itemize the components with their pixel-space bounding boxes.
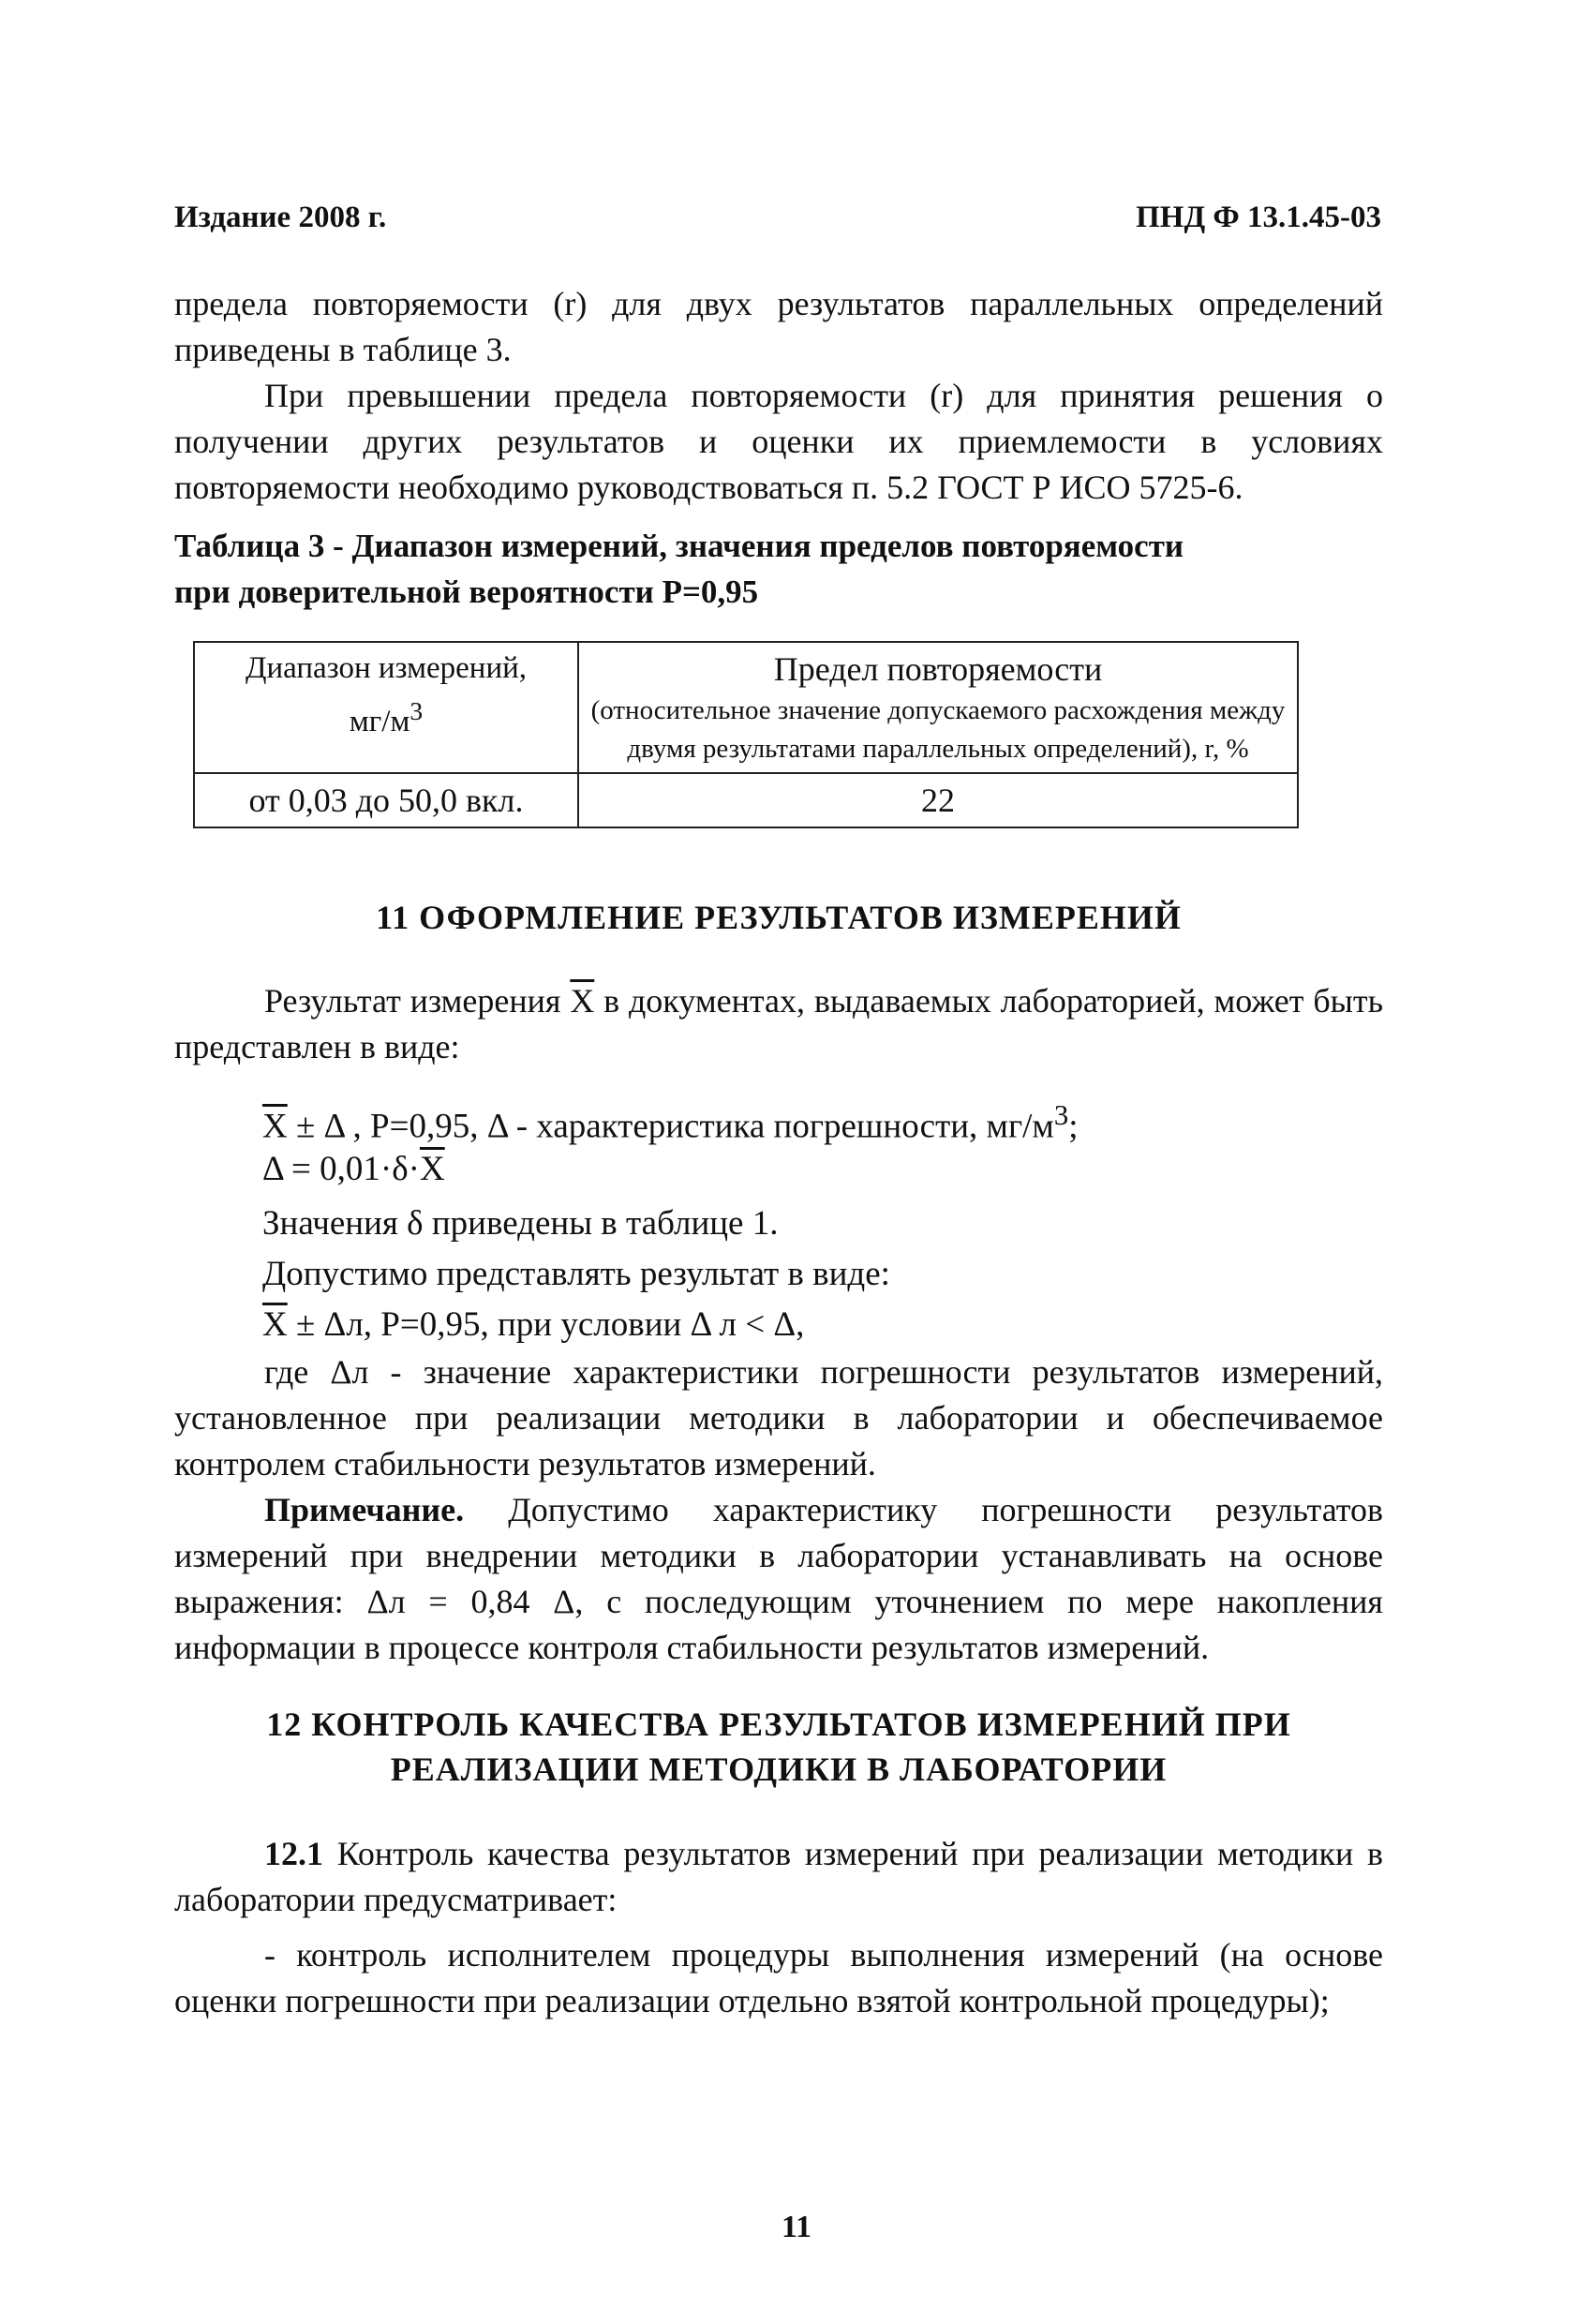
section-12-heading bbox=[174, 1702, 1383, 1792]
mean-symbol: $\overline{X}$ bbox=[419, 1150, 445, 1188]
running-header bbox=[174, 201, 1381, 247]
clause-12-1 bbox=[174, 1831, 1383, 1923]
result-text-before: Результат измерения bbox=[264, 982, 561, 1020]
table-caption-line-2: при доверительной вероятности Р=0,95 bbox=[174, 574, 759, 610]
range-column-header bbox=[194, 642, 578, 773]
mean-symbol: $\overline{X}$ bbox=[570, 982, 595, 1020]
limit-header-subtitle: (относительное значение допускаемого расхождения между двумя результатами параллельных определений), r, % bbox=[590, 695, 1286, 764]
table-caption bbox=[174, 523, 1383, 615]
mean-symbol: $\overline{X}$ bbox=[262, 1305, 288, 1344]
mean-symbol: $\overline{X}$ bbox=[262, 1107, 288, 1146]
note-label: Примечание. bbox=[264, 1491, 465, 1528]
table-caption-line-1: Таблица 3 - Диапазон измерений, значения пределов повторяемости bbox=[174, 528, 1184, 564]
section-12-heading-line-2: РЕАЛИЗАЦИИ МЕТОДИКИ В ЛАБОРАТОРИИ bbox=[390, 1750, 1168, 1788]
section-12-body bbox=[174, 1831, 1383, 2024]
section-12-heading-line-1: 12 КОНТРОЛЬ КАЧЕСТВА РЕЗУЛЬТАТОВ ИЗМЕРЕНИЙ ПРИ bbox=[266, 1706, 1291, 1743]
result-paragraph bbox=[174, 978, 1383, 1070]
formula-2 bbox=[262, 1147, 445, 1192]
formula-3-text: ± Δл, Р=0,95, при условии Δ л < Δ, bbox=[287, 1305, 805, 1344]
unit-exponent: 3 bbox=[409, 696, 424, 725]
range-header-line-2 bbox=[204, 690, 568, 743]
repeatability-table bbox=[193, 641, 1299, 828]
intro-text bbox=[174, 281, 1383, 511]
range-unit: мг/м bbox=[349, 705, 410, 738]
range-header-line-1: Диапазон измерений, bbox=[245, 651, 528, 685]
document-code: ПНД Ф 13.1.45-03 bbox=[1136, 201, 1381, 234]
formula-3 bbox=[262, 1303, 804, 1348]
page-number: 11 bbox=[781, 2210, 812, 2244]
unit-exponent: 3 bbox=[1053, 1099, 1069, 1131]
table1-reference: Значения δ приведены в таблице 1. bbox=[262, 1204, 779, 1243]
limit-cell: 22 bbox=[578, 773, 1298, 827]
note-text: Допустимо характеристику погрешности результатов измерений при внедрении методики в лаборатории устанавливать на основе выражения: Δл = 0,84 Δ, с последующим уточнением по мере накопления информации в процессе контроля стабильности результатов измерений. bbox=[174, 1491, 1383, 1666]
limit-column-header bbox=[578, 642, 1298, 773]
note-paragraph bbox=[174, 1487, 1383, 1671]
alt-presentation-text: Допустимо представлять результат в виде: bbox=[262, 1255, 890, 1293]
section-11-heading: 11 ОФОРМЛЕНИЕ РЕЗУЛЬТАТОВ ИЗМЕРЕНИЙ bbox=[376, 899, 1182, 936]
formula-2-text: Δ = 0,01·δ· bbox=[262, 1150, 420, 1188]
formula-1-end: ; bbox=[1068, 1107, 1079, 1146]
clause-text: Контроль качества результатов измерений при реализации методики в лаборатории предусматривает: bbox=[174, 1835, 1383, 1918]
edition-label: Издание 2008 г. bbox=[174, 201, 387, 234]
section-11-body bbox=[174, 1349, 1383, 1671]
section-11-intro bbox=[174, 978, 1383, 1070]
result-text-after: в документах, выдаваемых лабораторией, может быть представлен в виде: bbox=[174, 982, 1384, 1065]
clause-number: 12.1 bbox=[264, 1835, 323, 1872]
where-paragraph: где Δл - значение характеристики погрешности результатов измерений, установленное при реализации методики в лаборатории и обеспечиваемое контролем стабильности результатов измерений. bbox=[174, 1353, 1383, 1482]
intro-paragraph-1: предела повторяемости (r) для двух результатов параллельных определений приведены в таблице 3. bbox=[174, 285, 1383, 368]
intro-paragraph-2: При превышении предела повторяемости (r) для принятия решения о получении других результатов и оценки их приемлемости в условиях повторяемости необходимо руководствоваться п. 5.2 ГОСТ Р ИСО 5725-6. bbox=[174, 377, 1383, 506]
table-header-row bbox=[194, 642, 1298, 773]
formula-1 bbox=[262, 1093, 1079, 1149]
list-item: - контроль исполнителем процедуры выполнения измерений (на основе оценки погрешности при реализации отдельно взятой контрольной процедуры); bbox=[174, 1936, 1383, 2019]
formula-1-text: ± Δ , Р=0,95, Δ - характеристика погрешности, мг/м bbox=[287, 1107, 1054, 1146]
range-cell: от 0,03 до 50,0 вкл. bbox=[194, 773, 578, 827]
limit-header-title: Предел повторяемости bbox=[773, 650, 1103, 688]
table-row bbox=[194, 773, 1298, 827]
